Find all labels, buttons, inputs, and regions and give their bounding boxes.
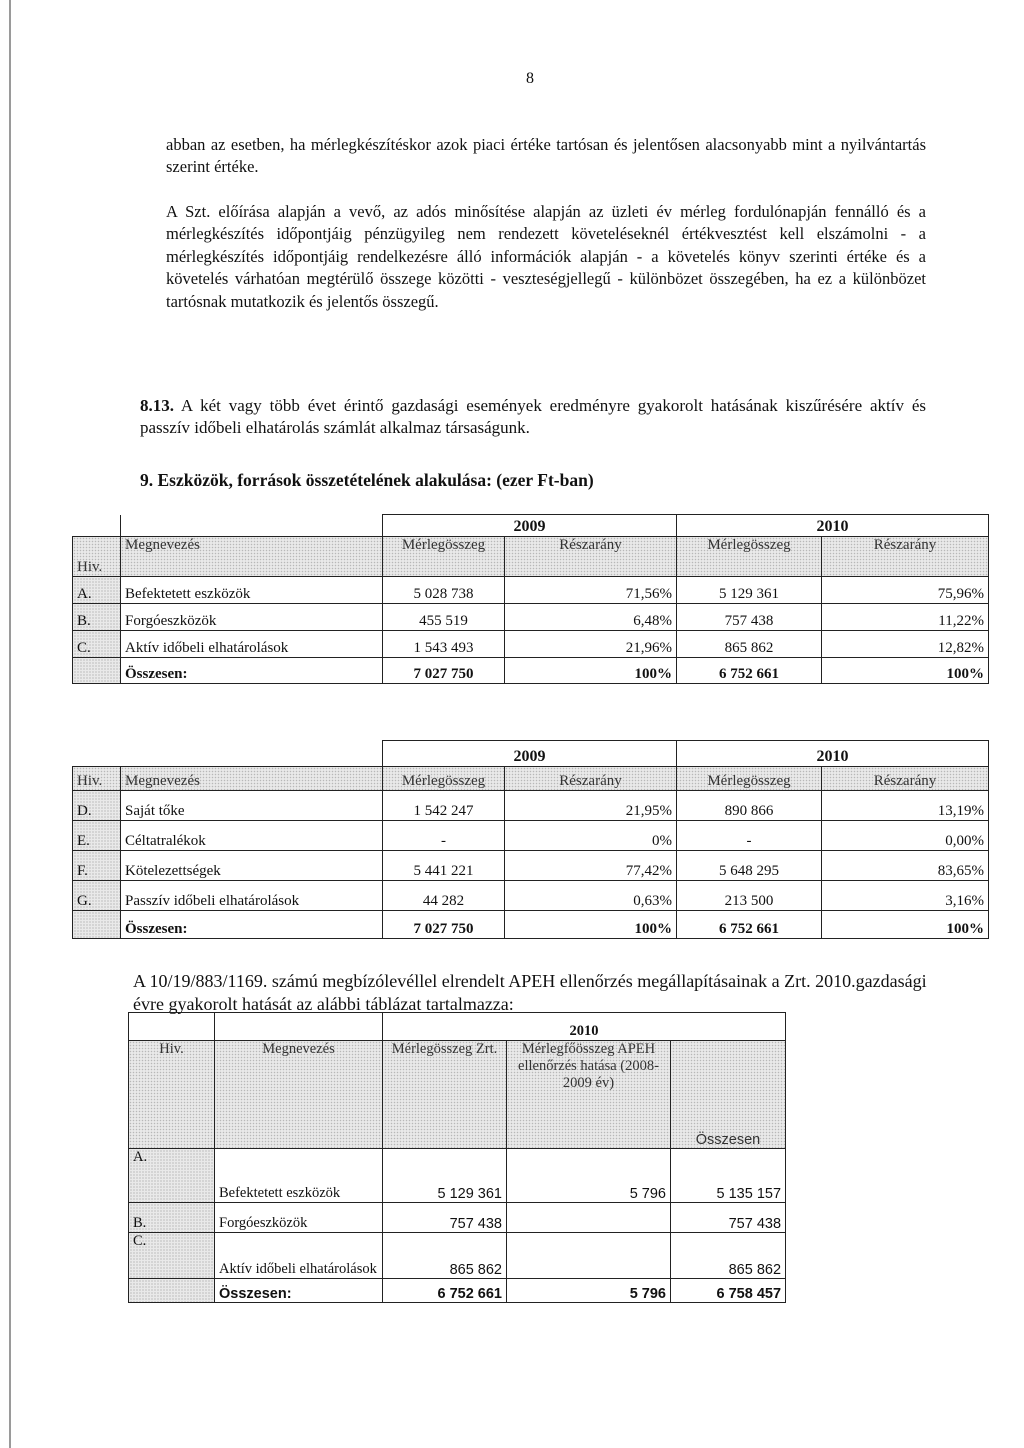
assets-table	[72, 514, 989, 684]
row-ratio-2009: 71,56%	[505, 577, 677, 604]
total-apeh-effect: 5 796	[507, 1279, 671, 1303]
total-ratio-2009: 100%	[505, 911, 677, 939]
col-header-name: Megnevezés	[121, 767, 383, 791]
row-ref: A.	[73, 577, 121, 604]
row-amount-2010: 5 648 295	[677, 851, 822, 881]
row-amount: 5 129 361	[383, 1149, 507, 1203]
table-row	[73, 821, 989, 851]
col-header-name: Megnevezés	[215, 1041, 383, 1149]
col-header-ratio-2009: Részarány	[505, 537, 677, 577]
year-header-row	[73, 515, 989, 537]
row-ref: G.	[73, 881, 121, 911]
total-label: Összesen:	[215, 1279, 383, 1303]
total-row	[73, 911, 989, 939]
total-amount-2009: 7 027 750	[383, 911, 505, 939]
table-row	[73, 881, 989, 911]
total-label: Összesen:	[121, 658, 383, 684]
row-amount-2009: 455 519	[383, 604, 505, 631]
year-2009: 2009	[383, 741, 677, 767]
row-ref: B.	[129, 1203, 215, 1233]
table-row	[73, 791, 989, 821]
paragraph-apeh: A 10/19/883/1169. számú megbízólevéllel elrendelt APEH ellenőrzés megállapításainak a Zrt. 2010.gazdasági évre gyakorolt hatását az alábbi táblázat tartalmazza:	[133, 971, 927, 1014]
row-ratio-2009: 6,48%	[505, 604, 677, 631]
row-ratio-2009: 0%	[505, 821, 677, 851]
row-amount-2010: 5 129 361	[677, 577, 822, 604]
row-ratio-2010: 12,82%	[822, 631, 989, 658]
row-ref: E.	[73, 821, 121, 851]
total-row	[73, 658, 989, 684]
row-amount-2009: 44 282	[383, 881, 505, 911]
year-2009: 2009	[383, 515, 677, 537]
row-ref: C.	[129, 1233, 215, 1279]
row-amount-2010: 890 866	[677, 791, 822, 821]
row-ratio-2010: 3,16%	[822, 881, 989, 911]
row-ref: A.	[129, 1149, 215, 1203]
total-ratio-2009: 100%	[505, 658, 677, 684]
col-header-total: Összesen	[671, 1041, 786, 1149]
row-name: Forgóeszközök	[121, 604, 383, 631]
col-header-ratio-2010: Részarány	[822, 767, 989, 791]
col-header-amount: Mérlegösszeg Zrt.	[383, 1041, 507, 1149]
page-edge-line	[9, 0, 11, 1448]
total-amount: 6 752 661	[383, 1279, 507, 1303]
col-header-amount-2010: Mérlegösszeg	[677, 767, 822, 791]
row-amount-2010: -	[677, 821, 822, 851]
row-ratio-2010: 75,96%	[822, 577, 989, 604]
section-text: A két vagy több évet érintő gazdasági események eredményre gyakorolt hatásának kiszűrésére aktív és passzív időbeli elhatárolás számlát alkalmaz társaságunk.	[140, 396, 926, 438]
total-sum: 6 758 457	[671, 1279, 786, 1303]
col-header-ref: Hiv.	[73, 767, 121, 791]
row-amount-2009: 1 542 247	[383, 791, 505, 821]
page-number: 8	[526, 70, 534, 87]
row-ref: B.	[73, 604, 121, 631]
row-total: 865 862	[671, 1233, 786, 1279]
row-name: Kötelezettségek	[121, 851, 383, 881]
total-amount-2009: 7 027 750	[383, 658, 505, 684]
row-name: Befektetett eszközök	[121, 577, 383, 604]
col-header-amount-2010: Mérlegösszeg	[677, 537, 822, 577]
col-header-ref: Hiv.	[129, 1041, 215, 1149]
table-row	[73, 577, 989, 604]
row-ratio-2010: 0,00%	[822, 821, 989, 851]
row-name: Passzív időbeli elhatárolások	[121, 881, 383, 911]
row-ref: C.	[73, 631, 121, 658]
total-ratio-2010: 100%	[822, 911, 989, 939]
year-2010: 2010	[677, 515, 989, 537]
row-apeh-effect: 5 796	[507, 1149, 671, 1203]
row-name: Befektetett eszközök	[215, 1149, 383, 1203]
row-ref: F.	[73, 851, 121, 881]
col-header-ref: Hiv.	[73, 537, 121, 577]
total-amount-2010: 6 752 661	[677, 911, 822, 939]
row-amount: 865 862	[383, 1233, 507, 1279]
year-2010: 2010	[677, 741, 989, 767]
row-name: Céltatralékok	[121, 821, 383, 851]
row-total: 757 438	[671, 1203, 786, 1233]
col-header-ratio-2009: Részarány	[505, 767, 677, 791]
row-amount-2010: 757 438	[677, 604, 822, 631]
row-amount-2009: 5 028 738	[383, 577, 505, 604]
apeh-table	[128, 1012, 786, 1303]
row-ratio-2010: 13,19%	[822, 791, 989, 821]
col-header-amount-2009: Mérlegösszeg	[383, 767, 505, 791]
row-ratio-2010: 83,65%	[822, 851, 989, 881]
row-ref: D.	[73, 791, 121, 821]
col-header-name: Megnevezés	[121, 537, 383, 577]
total-ratio-2010: 100%	[822, 658, 989, 684]
row-apeh-effect	[507, 1203, 671, 1233]
row-amount-2010: 213 500	[677, 881, 822, 911]
row-amount-2010: 865 862	[677, 631, 822, 658]
column-header-row	[73, 767, 989, 791]
row-name: Forgóeszközök	[215, 1203, 383, 1233]
year-header-row	[73, 741, 989, 767]
row-name: Aktív időbeli elhatárolások	[121, 631, 383, 658]
paragraph-1: abban az esetben, ha mérlegkészítéskor azok piaci értéke tartósan és jelentősen alacsonyabb mint a nyilvántartás szerint értéke.	[166, 135, 926, 177]
table-row	[129, 1149, 786, 1203]
total-amount-2010: 6 752 661	[677, 658, 822, 684]
row-amount-2009: -	[383, 821, 505, 851]
column-header-row	[73, 537, 989, 577]
paragraph-2: A Szt. előírása alapján a vevő, az adós minősítése alapján az üzleti év mérleg fordulónapján fennálló és a mérlegkészítés időpontjáig pénzügyileg nem rendezett követeléseknél értékvesztést kell elszámolni - a mérlegkészítés időpontjáig rendelkezésre álló információk alapján - a követelés könyv szerinti értéke és a követelés várhatóan megtérülő összege közötti - veszteségjellegű - különbözet összegében, ha ez a különbözet tartósnak mutatkozik és jelentős összegű.	[166, 202, 926, 311]
row-name: Saját tőke	[121, 791, 383, 821]
section-number: 8.13.	[140, 396, 174, 415]
total-row	[129, 1279, 786, 1303]
liabilities-table	[72, 740, 989, 939]
row-ratio-2009: 77,42%	[505, 851, 677, 881]
row-total: 5 135 157	[671, 1149, 786, 1203]
row-ratio-2009: 21,95%	[505, 791, 677, 821]
row-amount: 757 438	[383, 1203, 507, 1233]
year-2010: 2010	[383, 1013, 786, 1041]
table-row	[129, 1203, 786, 1233]
section-heading: 9. Eszközök, források összetételének alakulása: (ezer Ft-ban)	[140, 470, 594, 490]
col-header-amount-2009: Mérlegösszeg	[383, 537, 505, 577]
paragraph-8-13	[140, 395, 926, 440]
row-amount-2009: 5 441 221	[383, 851, 505, 881]
year-header-row	[129, 1013, 786, 1041]
row-name: Aktív időbeli elhatárolások	[215, 1233, 383, 1279]
row-ratio-2009: 0,63%	[505, 881, 677, 911]
row-apeh-effect	[507, 1233, 671, 1279]
table-row	[129, 1233, 786, 1279]
row-ratio-2010: 11,22%	[822, 604, 989, 631]
col-header-ratio-2010: Részarány	[822, 537, 989, 577]
row-amount-2009: 1 543 493	[383, 631, 505, 658]
col-header-apeh-effect: Mérlegfőösszeg APEH ellenőrzés hatása (2008-2009 év)	[507, 1041, 671, 1149]
table-row	[73, 851, 989, 881]
table-row	[73, 631, 989, 658]
total-label: Összesen:	[121, 911, 383, 939]
table-row	[73, 604, 989, 631]
row-ratio-2009: 21,96%	[505, 631, 677, 658]
column-header-row	[129, 1041, 786, 1149]
